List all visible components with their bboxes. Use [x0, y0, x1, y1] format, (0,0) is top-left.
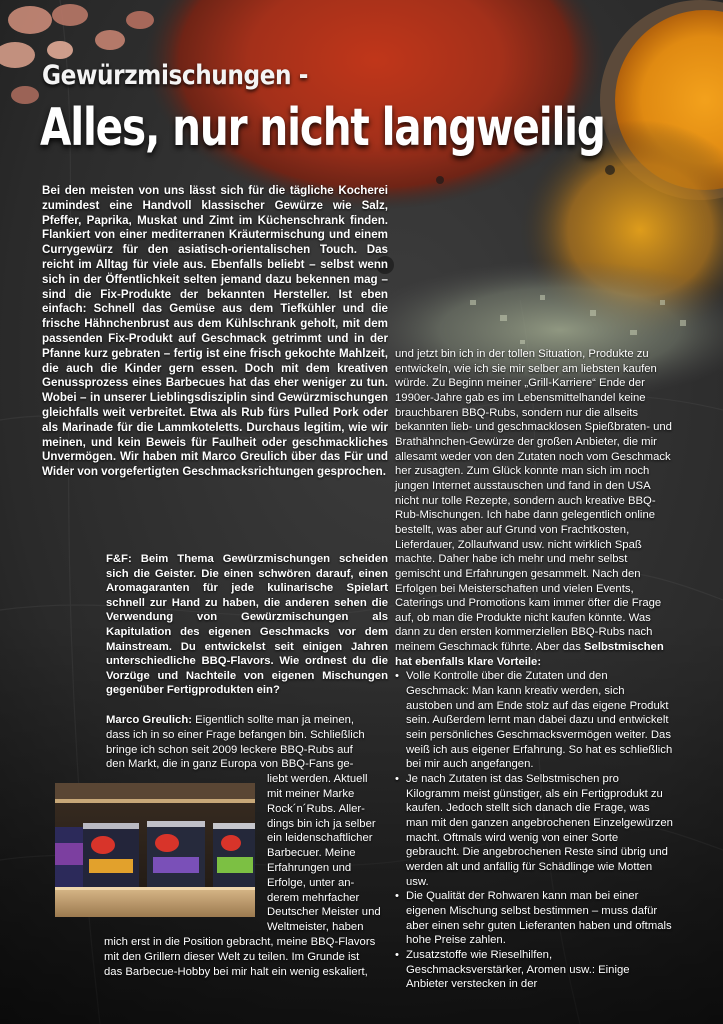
- answer-line-text: Eigentlich sollte man ja meinen,: [195, 714, 355, 726]
- answer-line: mit meiner Marke: [267, 787, 355, 800]
- answer-speaker: Marco Greulich:: [106, 714, 193, 726]
- list-item: • Die Qualität der Rohwaren kann man bei einer eigenen Mischung selbst bestimmen – muss dafür aber einen sehr guten Lieferanten haben und oftmals hohe Preise zahlen.: [395, 889, 673, 948]
- answer-line: mich erst in die Position gebracht, meine BBQ-Flavors: [104, 935, 376, 948]
- answer-line: derem mehrfacher: [267, 891, 360, 904]
- answer-line: [106, 713, 388, 728]
- answer-line: bringe ich schon seit 2009 leckere BBQ-Rubs auf: [106, 743, 353, 756]
- answer-line: Erfolge, unter an-: [267, 876, 355, 889]
- answer-line: Weltmeister, haben: [267, 921, 364, 934]
- answer-line: Rock´n´Rubs. Aller-: [267, 802, 365, 815]
- right-column-intro: [395, 347, 673, 669]
- answer-line: das Barbecue-Hobby bei mir halt ein wenig eskaliert,: [104, 965, 368, 978]
- list-item: • Volle Kontrolle über die Zutaten und den Geschmack: Man kann kreativ werden, sich austoben und am Ende stolz auf das eigene Produkt sein. Außerdem lernt man dabei dazu und entwickelt sein persönliches Geschmacksvermögen weiter. Das weiß ich aus eigener Erfahrung. So hat es schließlich bei mir auch angefangen.: [395, 669, 673, 772]
- answer-line: Erfahrungen und: [267, 861, 352, 874]
- list-item: • Zusatzstoffe wie Rieselhilfen, Geschmacksverstärker, Aromen usw.: Einige Anbieter verstecken in der: [395, 948, 673, 992]
- emphasis-text: Selbstmischen hat ebenfalls klare Vorteile:: [395, 641, 664, 668]
- interview-question: F&F: Beim Thema Gewürzmischungen scheiden sich die Geister. Die einen schwören darauf, einen Aromagaranten für jede kulinarische Spielart schnell zur Hand zu haben, die anderen sehen die Verwendung von Gewürzmischungen als Kapitulation des eigenen Geschmacks vor dem Mainstream. Du entwickelst seit einigen Jahren unterschiedliche BBQ-Flavors. Wie ordnest du die Vorzüge und Nachteile von eigenen Mischungen gegenüber Fertigprodukten ein?: [106, 553, 388, 697]
- answer-line: Barbecuer. Meine: [267, 847, 356, 860]
- article-lead: Bei den meisten von uns lässt sich für die tägliche Kocherei zumindest eine Handvoll klassischer Gewürze wie Salz, Pfeffer, Paprika, Muskat und Zimt im Küchenschrank finden. Flankiert von einer mediterranen Kräutermischung und einem Currygewürz für den asiatisch-orientalischen Touch. Das reicht im Alltag für viele aus. Ebenfalls beliebt – selbst wenn sich in der Öffentlichkeit selten jemand dazu bekennen mag – sind die Fix-Produkte der bekannten Hersteller. Ist eben einfach: Schnell das Gemüse aus dem Tiefkühler und die frische Hähnchenbrust aus dem Kühlschrank geholt, mit dem passenden Fix-Produkt auf Geschmack getrimmt und in der Pfanne kurz gebraten – fertig ist eine frisch gekochte Mahlzeit, die auch die Kinder gern essen. Doch mit dem kreativen Genussprozess eines Barbecues hat das eher weniger zu tun. Wobei – in unserer Lieblingsdisziplin sind Gewürzmischungen gleichfalls weit verbreitet. Etwa als Rub fürs Pulled Pork oder als Marinade für die Lammkoteletts. Durchaus legitim, wie wir meinen, und kein Beweis für Faulheit oder geschmackliches Unvermögen. Wir haben mit Marco Greulich über das Für und Wider von vorgefertigten Geschmacksrichtungen gesprochen.: [42, 184, 388, 479]
- answer-line: dass ich in so einer Frage befangen bin. Schließlich: [106, 728, 365, 741]
- advantages-list: [395, 669, 673, 991]
- answer-line: den Markt, die in ganz Europa von BBQ-Fans ge-: [106, 758, 354, 771]
- article-headline: Alles, nur nicht langweilig: [40, 98, 605, 158]
- answer-line: ein leidenschaftlicher: [267, 832, 373, 845]
- product-photo: [55, 783, 255, 917]
- article-kicker: Gewürzmischungen -: [42, 60, 308, 91]
- answer-line: dings bin ich ja selber: [267, 817, 376, 830]
- answer-line: mit den Grillern dieser Welt zu teilen. Im Grunde ist: [104, 950, 360, 963]
- answer-line: liebt werden. Aktuell: [267, 773, 368, 786]
- answer-line: Deutscher Meister und: [267, 906, 381, 919]
- right-column: [395, 347, 673, 992]
- intro-text: und jetzt bin ich in der tollen Situation, Produkte zu entwickeln, wie ich sie mir selber am liebsten kaufen würde. Zu Beginn meiner „Grill-Karriere“ Ende der 1990er-Jahre gab es im Lebensmittelhandel keine brauchbaren BBQ-Rubs, sondern nur die allseits bekannten lieb- und geschmacklosen Spießbraten- und Brathähnchen-Gewürze der großen Anbieter, die mir allesamt weder von den Zutaten noch vom Geschmack her zusagten. Zum Glück konnte man sich im noch jungen Internet ausstauschen und fand in den USA nicht nur tolle Rezepte, sondern auch kreative BBQ-Rub-Mischungen. Ich habe dann gelegentlich online bestellt, was aber auf Grund von Frachtkosten, Lieferdauer, Zollaufwand usw. nicht wirklich Spaß machte. Daher habe ich mehr und mehr selbst gemischt und Erfahrungen gesammelt. Nach den Erfolgen bei Meisterschaften und vielen Events, Caterings und Promotions kam immer öfter die Frage auf, ob man die Produkte nicht kaufen könnte. Was dann zu den ersten kommerziellen BBQ-Rubs nach meinem Geschmack führte. Aber das: [395, 348, 672, 654]
- list-item: • Je nach Zutaten ist das Selbstmischen pro Kilogramm meist günstiger, als ein Fertigprodukt zu kaufen. Jedoch stellt sich danach die Frage, was man mit den ganzen angebrochenen Einzelgewürzen macht. Oftmals wird wenig von einer Sorte gebraucht. Die angebrochenen Reste sind übrig und werden alt und anfällig für Schädlinge wie Motten usw.: [395, 772, 673, 889]
